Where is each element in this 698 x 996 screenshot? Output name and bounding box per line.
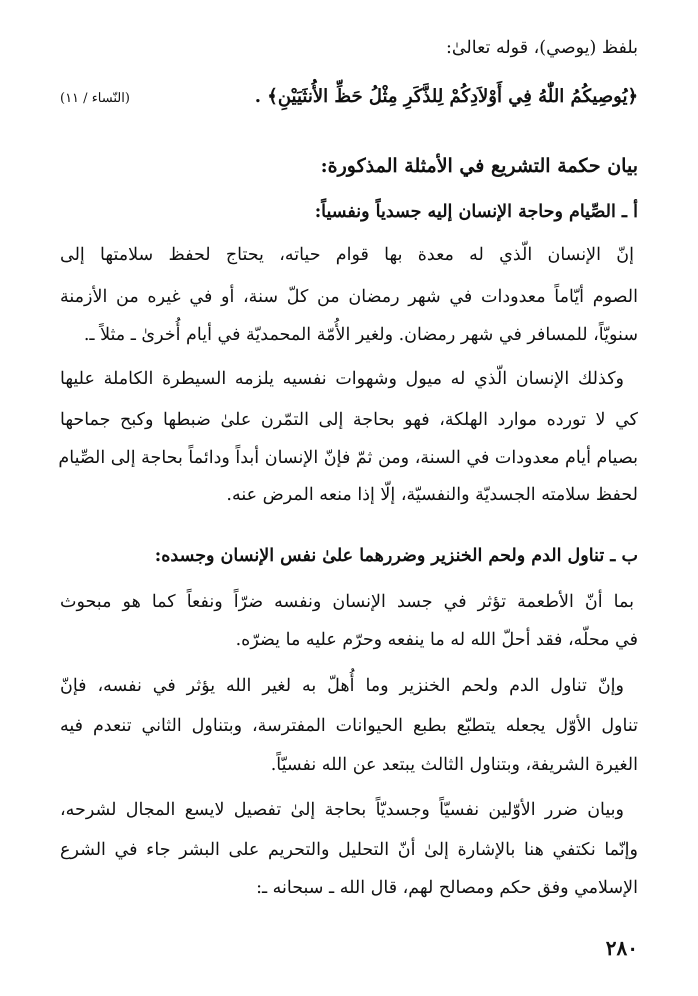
blood-pork-para3-line1: وبيان ضرر الأوّلين نفسيّاً وجسديّاً بحاجة إلىٰ تفصيل لايسع المجال لشرحه،	[60, 800, 624, 820]
fasting-para1-line1: إنّ الإنسان الّذي له معدة بها قوام حياته، يحتاج لحفظ سلامتها إلى	[60, 245, 634, 265]
blood-pork-para2-line1: وإنّ تناول الدم ولحم الخنزير وما أُهلّ به لغير الله يؤثر في نفسه، فإنّ	[60, 676, 624, 696]
verse-reference: (النّساء / ١١)	[60, 91, 130, 106]
fasting-para1-line3: سنويّاً، للمسافر في شهر رمضان. ولغير الأُمّة المحمديّة في أيام أُخرىٰ ـ مثلاً ـ.	[83, 325, 638, 345]
fasting-para2-line3: بصيام أيام معدودات في السنة، ومن ثمّ فإنّ الإنسان أبداً ودائماً بحاجة إلى الصِّيام	[58, 448, 638, 468]
section-title: بيان حكمة التشريع في الأمثلة المذكورة:	[320, 155, 638, 177]
page-content	[60, 0, 638, 996]
fasting-para2-line1: وكذلك الإنسان الّذي له ميول وشهوات نفسيه يلزمه السيطرة الكاملة عليها	[60, 369, 624, 389]
blood-pork-para2-line3: الغيرة الشريفة، وبتناول الثالث يبتعد عن الله نفسيّاً.	[270, 755, 638, 775]
verse-line	[60, 86, 638, 107]
quran-verse: ﴿يُوصِيكُمُ اللّٰهُ فِي أَوْلاَدِكُمْ لِلذَّكَرِ مِثْلُ حَظِّ الأُنثَيَيْنِ﴾ .	[254, 86, 638, 107]
fasting-title: أ ـ الصِّيام وحاجة الإنسان إليه جسدياً ونفسياً:	[314, 202, 638, 222]
fasting-para2-line4: لحفظ سلامته الجسديّة والنفسيّة، إلّا إذا منعه المرض عنه.	[226, 485, 638, 505]
fasting-para1-line2: الصوم أيّاماً معدودات في شهر رمضان من كلّ سنة، أو في غيره من الأزمنة	[60, 287, 638, 307]
fasting-para2-line2: كي لا تورده موارد الهلكة، فهو بحاجة إلى التمّرن علىٰ ضبطها وكبح جماحها	[60, 410, 638, 430]
page-number: ٢٨٠	[605, 936, 638, 960]
blood-pork-para1-line1: بما أنّ الأطعمة تؤثر في جسد الإنسان ونفسه ضرّاً ونفعاً كما هو مبحوث	[60, 592, 634, 612]
blood-pork-para3-line3: الإسلامي وفق حكم ومصالح لهم، قال الله ـ سبحانه ـ:	[256, 878, 638, 898]
intro-line: بلفظ (يوصي)، قوله تعالىٰ:	[445, 38, 638, 58]
blood-pork-para1-line2: في محلّه، فقد أحلّ الله له ما ينفعه وحرّم عليه ما يضرّه.	[235, 630, 638, 650]
blood-pork-para3-line2: وإنّما نكتفي هنا بالإشارة إلىٰ أنّ التحليل والتحريم على البشر جاء في الشرع	[60, 840, 638, 860]
blood-pork-para2-line2: تناول الأوّل يجعله يتطبّع بطبع الحيوانات المفترسة، وبتناول الثاني تنعدم فيه	[60, 716, 638, 736]
blood-pork-title: ب ـ تناول الدم ولحم الخنزير وضررهما علىٰ نفس الإنسان وجسده:	[154, 546, 638, 566]
